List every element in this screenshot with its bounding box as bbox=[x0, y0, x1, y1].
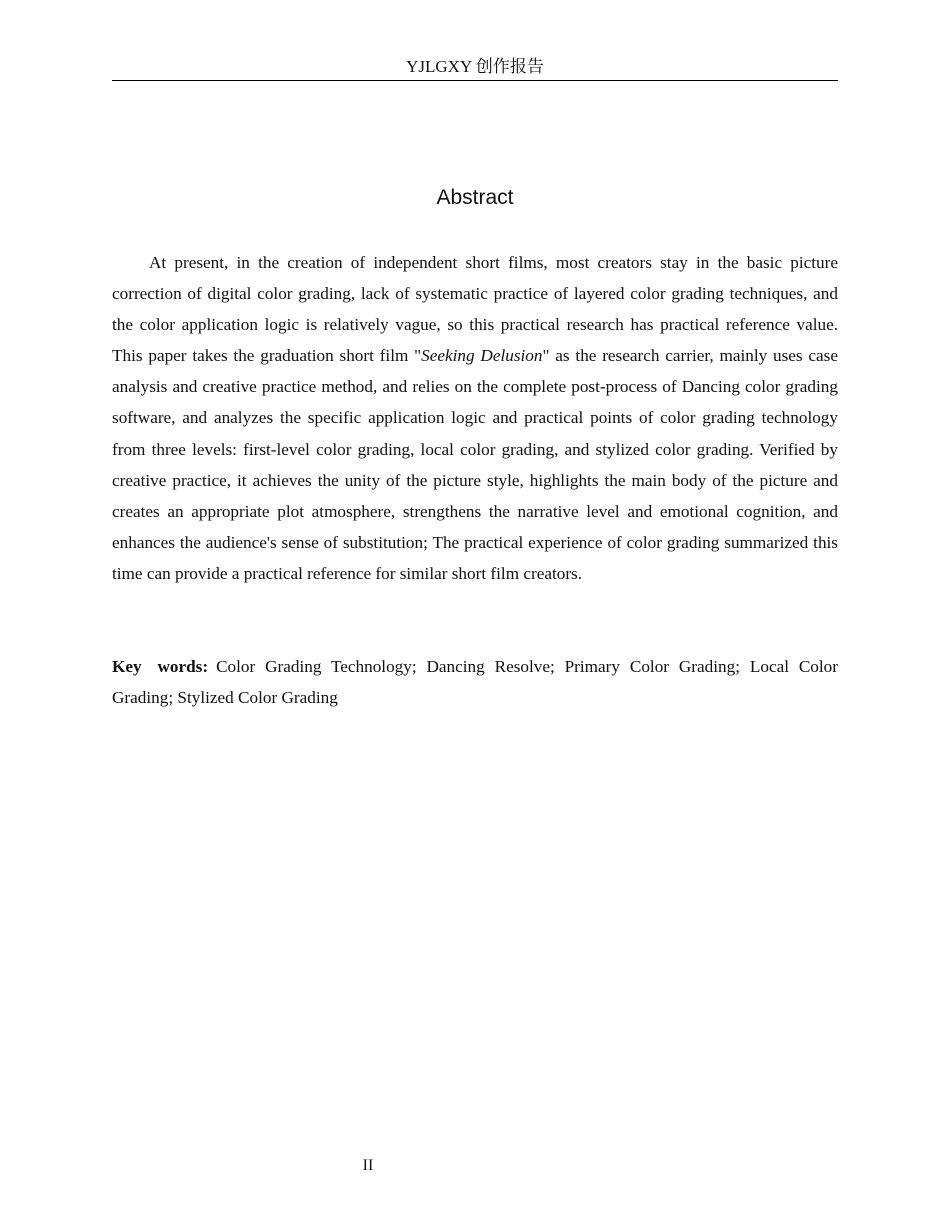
page-header bbox=[112, 56, 838, 81]
keywords-text: Color Grading Technology; Dancing Resolve; Primary Color Grading; Local Color Grading; Stylized Color Grading bbox=[112, 657, 838, 708]
abstract-text-part-1: At present, in the creation of independent short films, most creators stay in the basic picture correction of digital color grading, lack of systematic practice of layered color grading techniques, and the color application logic is relatively vague, so this practical research has practical reference value. This paper takes the graduation short film " bbox=[112, 253, 838, 366]
header-title: YJLGXY 创作报告 bbox=[406, 57, 544, 76]
abstract-text-part-2: " as the research carrier, mainly uses case analysis and creative practice method, and relies on the complete post-process of Dancing color grading software, and analyzes the specific application logic and practical points of color grading technology from three levels: first-level color grading, local color grading, and stylized color grading. Verified by creative practice, it achieves the unity of the picture style, highlights the main body of the picture and creates an appropriate plot atmosphere, strengthens the narrative level and emotional cognition, and enhances the audience's sense of substitution; The practical experience of color grading summarized this time can provide a practical reference for similar short film creators. bbox=[112, 346, 838, 583]
keywords-paragraph bbox=[112, 651, 838, 713]
film-title: Seeking Delusion bbox=[421, 346, 543, 366]
keywords-label: Key words: bbox=[112, 657, 209, 676]
abstract-body bbox=[112, 247, 838, 589]
page-number: II bbox=[362, 1157, 374, 1174]
abstract-title: Abstract bbox=[436, 186, 514, 209]
